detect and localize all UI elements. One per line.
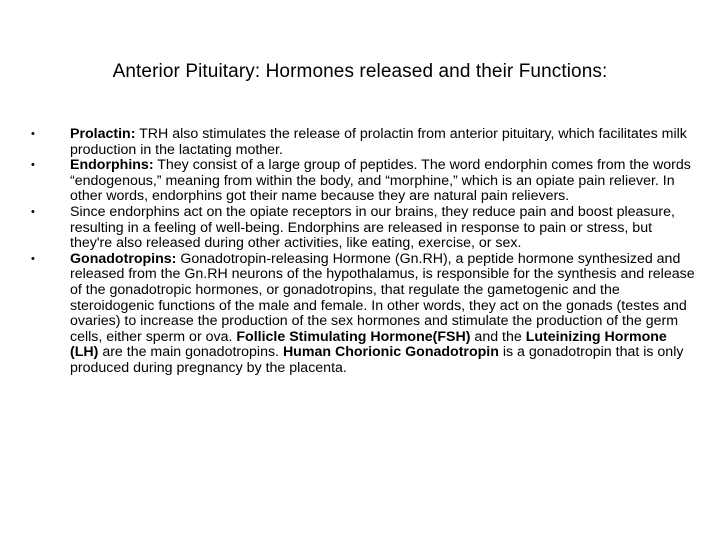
bullet-text bbox=[70, 127, 695, 158]
endorphins-description: They consist of a large group of peptides. The word endorphin comes from the words “endogenous,” meaning from within the body, and “morphine,” which is an opiate pain reliever. In other words, endorphins got their name because they are natural pain relievers. bbox=[70, 157, 691, 205]
slide-title: Anterior Pituitary: Hormones released and their Functions: bbox=[112, 61, 608, 82]
term-prolactin: Prolactin: bbox=[70, 126, 136, 142]
term-hcg: Human Chorionic Gonadotropin bbox=[282, 344, 499, 361]
term-gonadotropins: Gonadotropins: bbox=[70, 250, 177, 267]
gonadotropins-connector: and the bbox=[470, 328, 526, 345]
bullet-dot: • bbox=[31, 159, 35, 172]
endorphins-effects-description: Since endorphins act on the opiate receptors in our brains, they reduce pain and boost pleasure, resulting in a feeling of well-being. Endorphins are released in response to pain or stress, but they're also released during other activities, like eating, exercise, or sex. bbox=[70, 203, 675, 252]
bullet-text bbox=[70, 158, 695, 205]
term-endorphins: Endorphins: bbox=[70, 157, 154, 174]
bullet-prolactin bbox=[28, 127, 708, 158]
bullet-endorphins bbox=[28, 158, 708, 205]
bullet-gonadotropins bbox=[28, 252, 708, 377]
bullet-list bbox=[28, 127, 708, 377]
gonadotropins-description: Gonadotropin-releasing Hormone (Gn.RH), a peptide hormone synthesized and released from the Gn.RH neurons of the hypothalamus, is responsible for the synthesis and release of the gonadotropic hormones, or gonadotropins, that regulate the gametogenic and the steroidogenic functions of the male and female. In other words, they act on the gonads (testes and ovaries) to increase the production of the sex hormones and stimulate the production of the germ cells, either sperm or ova. bbox=[70, 250, 695, 345]
bullet-text bbox=[70, 252, 695, 377]
term-lh: Luteinizing Hormone (LH) bbox=[70, 328, 667, 361]
bullet-dot: • bbox=[31, 205, 35, 218]
gonadotropins-main: are the main gonadotropins. bbox=[98, 344, 283, 361]
term-fsh: Follicle Stimulating Hormone(FSH) bbox=[236, 328, 471, 345]
hcg-description: is a gonadotropin that is only produced during pregnancy by the placenta. bbox=[70, 344, 684, 376]
bullet-endorphins-effects bbox=[28, 205, 708, 252]
bullet-dot: • bbox=[31, 128, 35, 140]
prolactin-description: TRH also stimulates the release of prolactin from anterior pituitary, which facilitates milk production in the lactating mother. bbox=[70, 126, 687, 158]
bullet-text bbox=[70, 205, 695, 252]
bullet-dot: • bbox=[31, 252, 35, 265]
